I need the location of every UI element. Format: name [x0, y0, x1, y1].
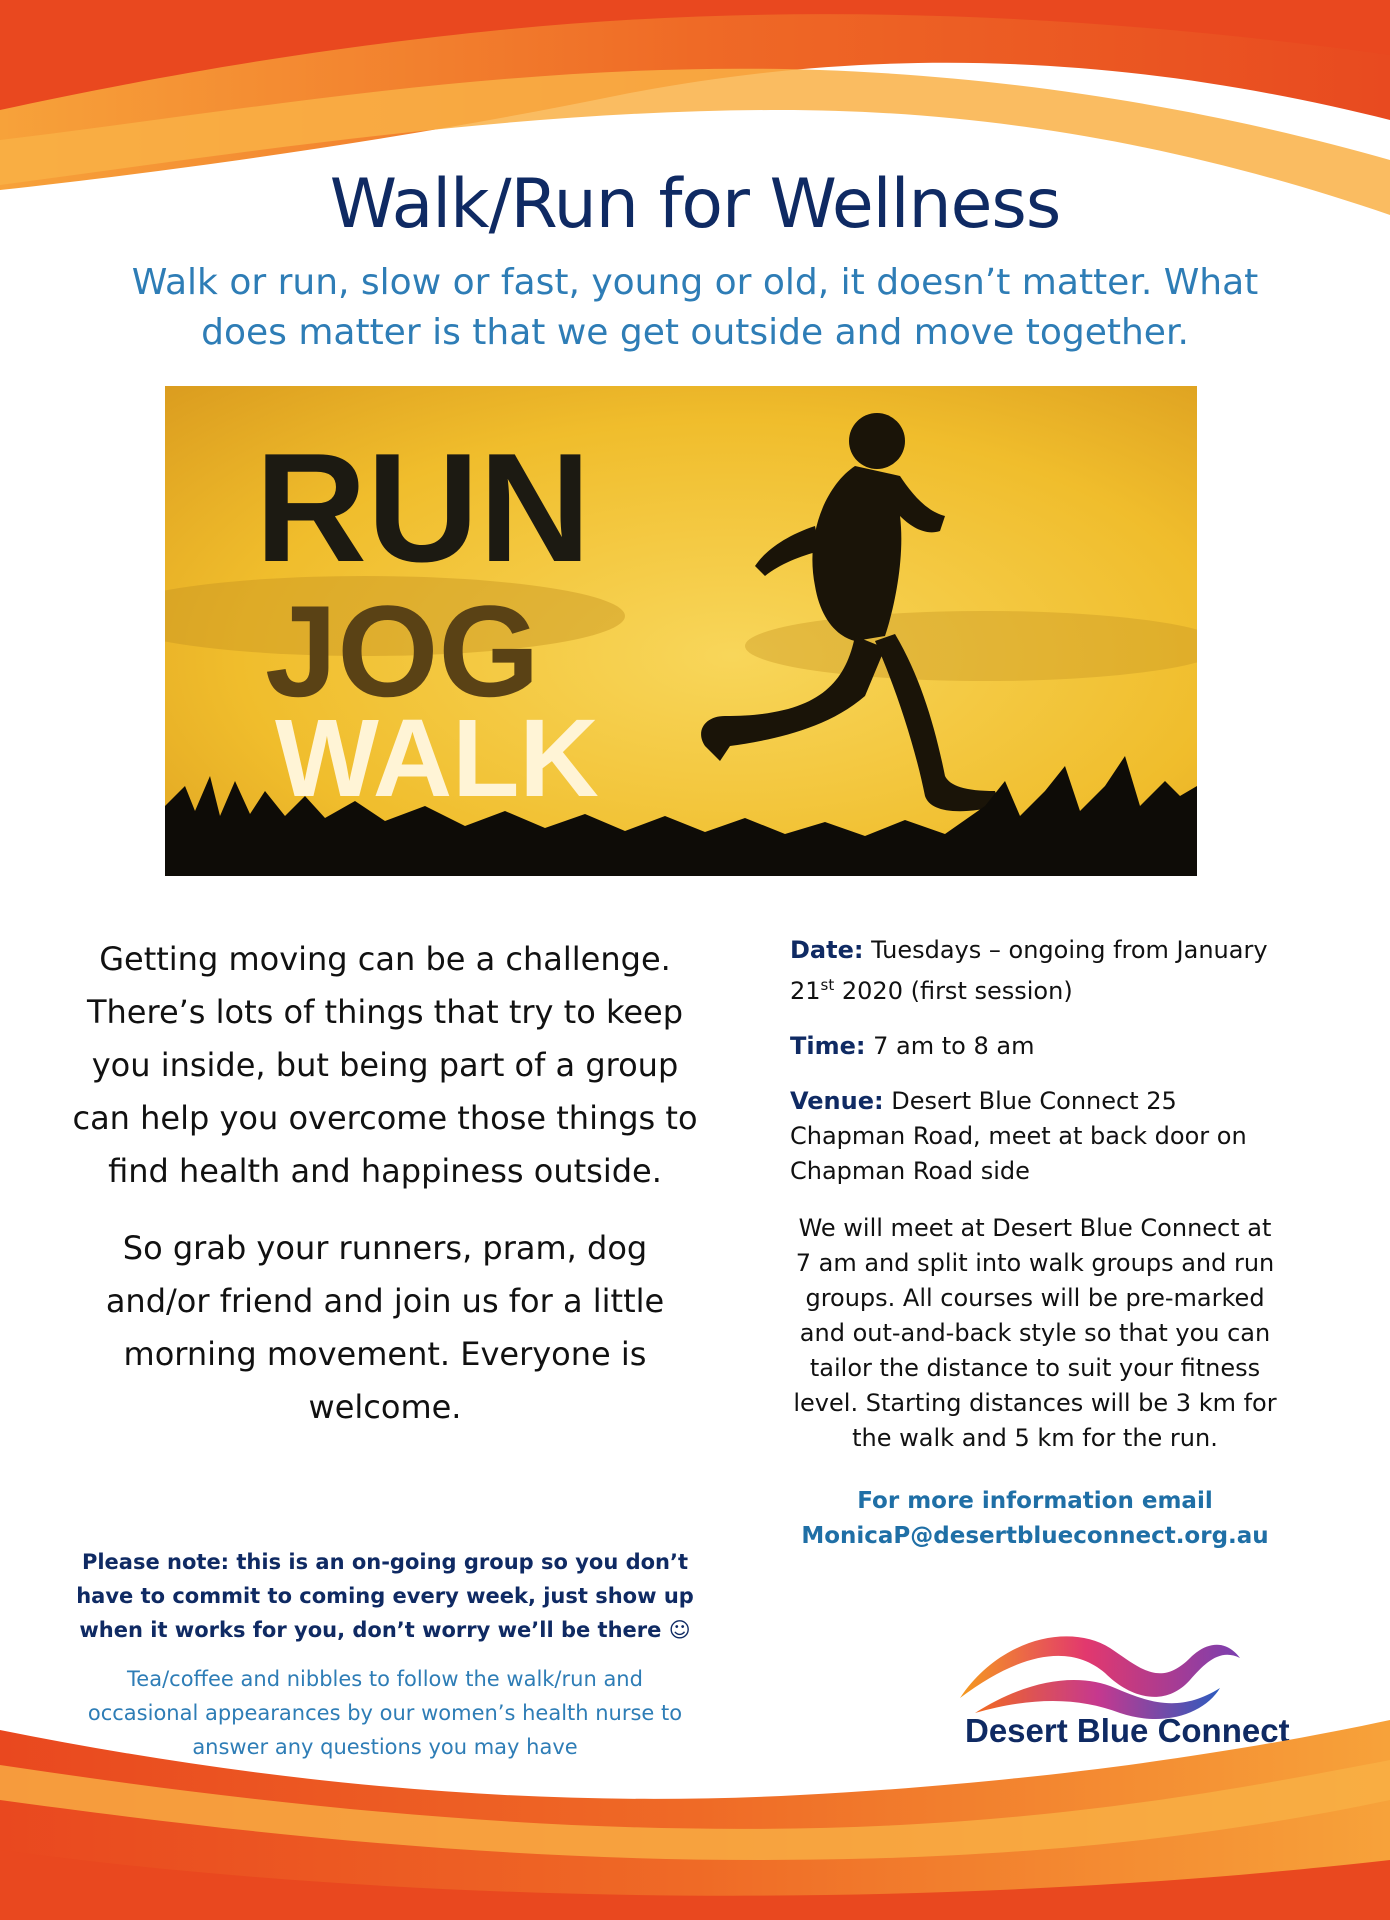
tea-coffee-note: Tea/coffee and nibbles to follow the walk/run and occasional appearances by our women’s health nurse to answer any questions you may have — [87, 1667, 683, 1759]
contact-info — [790, 1484, 1280, 1554]
flyer-title: Walk/Run for Wellness — [329, 165, 1061, 244]
flyer-subtitle: Walk or run, slow or fast, young or old, it doesn’t matter. What does matter is that we get outside and move together. — [131, 262, 1259, 353]
intro-paragraph: Getting moving can be a challenge. There’s lots of things that try to keep you inside, but being part of a group can help you overcome those things to find health and happiness outside. — [72, 940, 698, 1190]
date-info — [790, 933, 1290, 1009]
venue-info — [790, 1084, 1290, 1189]
session-description: We will meet at Desert Blue Connect at 7 am and split into walk groups and run groups. All courses will be pre-marked and out-and-back style so that you can tailor the distance to suit your fitness level. Starting distances will be 3 km for the walk and 5 km for the run. — [793, 1214, 1277, 1452]
time-value: 7 am to 8 am — [873, 1032, 1035, 1060]
logo-wordmark: Desert Blue Connect — [965, 1712, 1290, 1749]
right-column — [790, 933, 1290, 1554]
contact-line: For more information email — [857, 1488, 1213, 1514]
contact-email-link[interactable]: MonicaP@desertblueconnect.org.au — [801, 1523, 1269, 1549]
left-column — [70, 933, 700, 1458]
ongoing-note: Please note: this is an on-going group so you don’t have to commit to coming every week, just show up when it works for you, don’t worry we’ll be there ☺ — [76, 1550, 694, 1642]
hero-image — [165, 386, 1197, 876]
bottom-swoosh-decoration — [0, 1690, 1390, 1920]
venue-label: Venue: — [790, 1087, 884, 1115]
venue-value: Desert Blue Connect 25 Chapman Road, meet at back door on Chapman Road side — [790, 1087, 1247, 1185]
date-suffix: 2020 (first session) — [834, 977, 1073, 1005]
hero-word-walk: WALK — [275, 697, 599, 820]
time-info — [790, 1029, 1290, 1064]
date-label: Date: — [790, 936, 864, 964]
hero-word-jog: JOG — [265, 578, 540, 724]
date-ordinal: st — [820, 976, 835, 994]
date-value: Tuesdays – ongoing from January 21 — [790, 936, 1268, 1005]
hero-word-run: RUN — [255, 421, 591, 594]
time-label: Time: — [790, 1032, 866, 1060]
invite-paragraph: So grab your runners, pram, dog and/or friend and join us for a little morning movement. Everyone is welcome. — [105, 1229, 665, 1426]
